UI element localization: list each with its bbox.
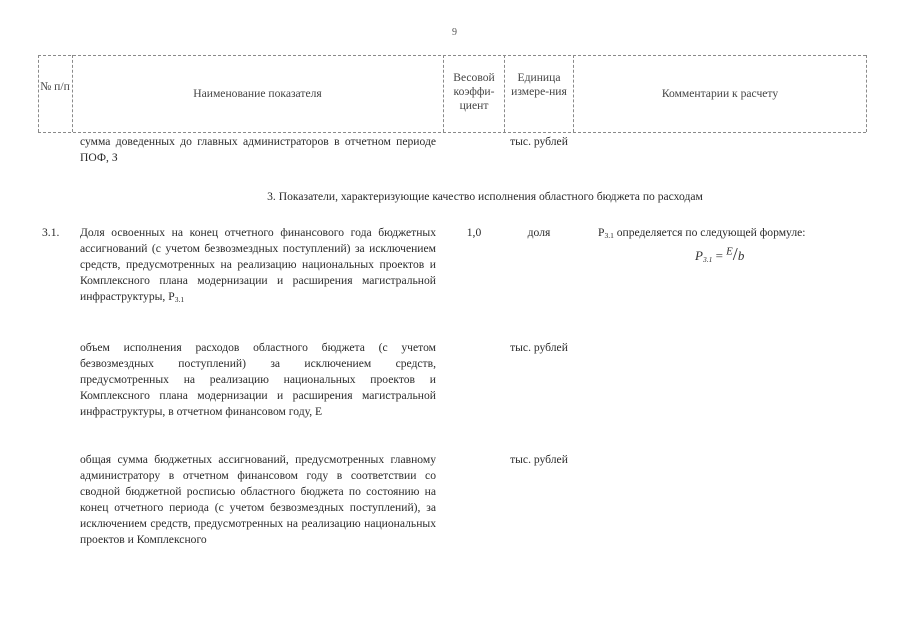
header-divider-2 — [443, 55, 444, 132]
sub-row-e-text: объем исполнения расходов областного бюджета (с учетом безвозмездных поступлений) за исключением средств, предусмотренных на реализацию национальных проектов и Комплексного плана модернизации и расширения магистральной инфраструктуры, в отчетном финансовом году, E — [80, 341, 436, 419]
header-border-right — [866, 55, 867, 132]
header-comment: Комментарии к расчету — [661, 87, 779, 100]
page-number: 9 — [452, 27, 457, 38]
section-title: 3. Показатели, характеризующие качество исполнения областного бюджета по расходам — [267, 190, 703, 203]
header-unit: Единица измере-ния — [511, 71, 567, 98]
formula — [695, 244, 744, 265]
header-border-left — [38, 55, 39, 132]
indicator-number: 3.1. — [42, 226, 60, 239]
header-bottom-rule — [38, 132, 866, 133]
formula-slash: / — [732, 244, 738, 264]
indicator-name — [80, 225, 436, 308]
indicator-comment-symbol: P — [598, 226, 605, 239]
sub-row-b-text: общая сумма бюджетных ассигнований, предусмотренных главному администратору в отчетном финансовом году в соответствии со сводной бюджетной росписью областного бюджета по состоянию на конец отчетного периода (с учетом безвозмездных поступлений), за исключением средств, предусмотренных на реализацию национальных проектов и Комплексного — [80, 453, 436, 547]
sub-row-e-unit: тыс. рублей — [510, 341, 568, 354]
carryover-row-text: сумма доведенных до главных администраторов в отчетном периоде ПОФ, З — [80, 135, 436, 165]
header-weight: Весовой коэффи-циент — [453, 71, 495, 112]
header-divider-4 — [573, 55, 574, 132]
formula-equals: = — [712, 248, 727, 263]
indicator-weight: 1,0 — [466, 226, 482, 239]
indicator-name-text: Доля освоенных на конец отчетного финансового года бюджетных ассигнований (с учетом безвозмездных поступлений) за исключением средств, предусмотренных на реализацию национальных проектов и Комплексного плана модернизации и расширения магистральной инфраструктуры, P — [80, 226, 436, 304]
header-divider-1 — [72, 55, 73, 132]
indicator-comment-text: определяется по следующей формуле: — [613, 226, 806, 239]
indicator-name-subscript: 3.1 — [174, 295, 185, 305]
carryover-row-unit: тыс. рублей — [510, 135, 568, 148]
formula-subscript: 3.1 — [702, 255, 713, 264]
sub-row-b-unit: тыс. рублей — [510, 453, 568, 466]
indicator-comment-subscript: 3.1 — [604, 231, 614, 240]
header-top-rule — [38, 55, 866, 56]
formula-denominator: b — [737, 248, 745, 263]
indicator-unit: доля — [527, 226, 551, 239]
header-divider-3 — [504, 55, 505, 132]
indicator-comment — [598, 225, 878, 244]
formula-symbol: P — [695, 248, 703, 263]
header-num: № п/п — [40, 80, 70, 93]
header-name: Наименование показателя — [193, 87, 322, 100]
formula-numerator: E — [726, 245, 733, 258]
